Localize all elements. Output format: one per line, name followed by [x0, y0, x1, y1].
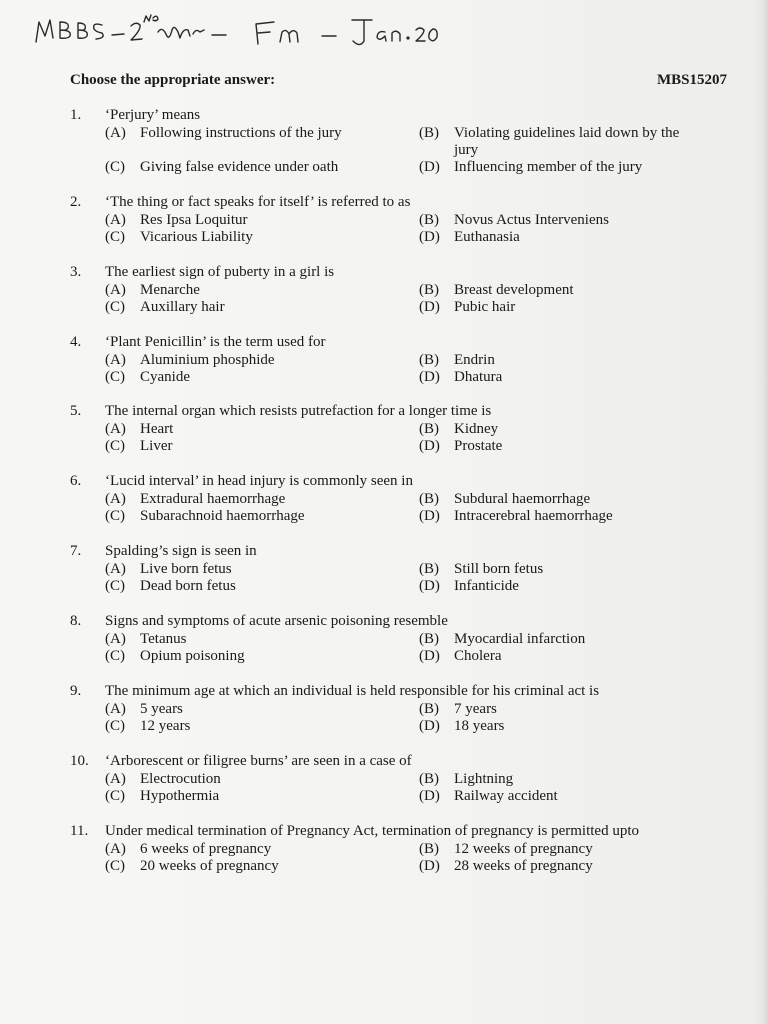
paper-header — [70, 72, 727, 92]
option-d — [419, 648, 719, 666]
question — [70, 613, 730, 683]
option-letter: (A) — [105, 560, 126, 577]
handwritten-note-drawing — [30, 8, 470, 52]
question-number: 3. — [70, 264, 82, 280]
question — [70, 194, 730, 264]
option-text: Subarachnoid haemorrhage — [140, 508, 305, 524]
option-letter: (D) — [419, 718, 440, 734]
option-letter: (B) — [419, 281, 439, 298]
option-letter: (C) — [105, 578, 125, 594]
option-letter: (B) — [419, 124, 439, 141]
option-letter: (A) — [105, 211, 126, 228]
handwritten-note — [30, 8, 470, 52]
option-letter: (A) — [105, 124, 126, 141]
option-text: Myocardial infarction — [454, 630, 586, 647]
option-d — [419, 438, 719, 456]
question — [70, 473, 730, 543]
option-text: Electrocution — [140, 770, 221, 787]
option-b — [419, 125, 719, 160]
option-letter: (D) — [419, 438, 440, 454]
option-text: Lightning — [454, 770, 514, 787]
question-stem: Signs and symptoms of acute arsenic poisoning resemble — [105, 613, 448, 629]
question-stem: ‘Arborescent or filigree burns’ are seen in a case of — [105, 753, 412, 769]
option-text: Infanticide — [454, 578, 519, 594]
option-d — [419, 578, 719, 596]
option-text: Cholera — [454, 648, 502, 664]
option-a — [105, 421, 405, 439]
option-letter: (C) — [105, 438, 125, 454]
option-text: Violating guidelines laid down by the jury — [454, 124, 680, 158]
option-d — [419, 788, 719, 806]
option-text: 28 weeks of pregnancy — [454, 858, 593, 874]
question — [70, 543, 730, 613]
option-c — [105, 369, 405, 387]
question-number: 6. — [70, 473, 82, 489]
question-stem: ‘Perjury’ means — [105, 107, 201, 123]
option-a — [105, 631, 405, 649]
option-a — [105, 125, 405, 143]
option-letter: (A) — [105, 351, 126, 368]
option-text: Menarche — [140, 281, 200, 298]
option-text: Railway accident — [454, 788, 558, 804]
question-stem: Under medical termination of Pregnancy Act, termination of pregnancy is permitted upto — [105, 823, 640, 839]
question-number: 1. — [70, 107, 82, 123]
option-a — [105, 561, 405, 579]
option-letter: (B) — [419, 560, 439, 577]
option-text: 6 weeks of pregnancy — [140, 840, 272, 857]
option-text: Liver — [140, 438, 173, 454]
option-b — [419, 771, 719, 789]
option-c — [105, 858, 405, 876]
option-text: 12 weeks of pregnancy — [454, 840, 593, 857]
question-number: 11. — [70, 823, 89, 839]
option-letter: (B) — [419, 700, 439, 717]
option-a — [105, 771, 405, 789]
question-stem: Spalding’s sign is seen in — [105, 543, 257, 559]
question-number: 10. — [70, 753, 89, 769]
option-b — [419, 282, 719, 300]
option-text: 12 years — [140, 718, 191, 734]
option-letter: (B) — [419, 351, 439, 368]
option-text: Influencing member of the jury — [454, 159, 643, 175]
option-text: 20 weeks of pregnancy — [140, 858, 279, 874]
option-letter: (A) — [105, 490, 126, 507]
option-letter: (D) — [419, 229, 440, 245]
option-letter: (A) — [105, 770, 126, 787]
option-a — [105, 491, 405, 509]
option-text: Endrin — [454, 351, 495, 368]
option-letter: (B) — [419, 840, 439, 857]
option-letter: (D) — [419, 369, 440, 385]
option-c — [105, 299, 405, 317]
option-letter: (A) — [105, 630, 126, 647]
option-letter: (C) — [105, 229, 125, 245]
option-letter: (A) — [105, 840, 126, 857]
option-a — [105, 282, 405, 300]
question-number: 8. — [70, 613, 82, 629]
option-a — [105, 212, 405, 230]
option-c — [105, 229, 405, 247]
paper-code: MBS15207 — [656, 72, 727, 88]
option-d — [419, 159, 719, 177]
option-d — [419, 369, 719, 387]
option-letter: (D) — [419, 858, 440, 874]
option-text: Live born fetus — [140, 560, 232, 577]
option-text: Intracerebral haemorrhage — [454, 508, 613, 524]
question-number: 4. — [70, 334, 82, 350]
option-c — [105, 788, 405, 806]
option-b — [419, 491, 719, 509]
option-d — [419, 299, 719, 317]
option-d — [419, 718, 719, 736]
option-a — [105, 701, 405, 719]
question — [70, 264, 730, 334]
option-text: Dead born fetus — [140, 578, 236, 594]
option-letter: (A) — [105, 420, 126, 437]
option-letter: (C) — [105, 718, 125, 734]
option-b — [419, 631, 719, 649]
option-text: Tetanus — [140, 630, 187, 647]
question — [70, 403, 730, 473]
question-stem: The minimum age at which an individual is held responsible for his criminal act is — [105, 683, 600, 699]
option-text: Aluminium phosphide — [140, 351, 275, 368]
option-b — [419, 352, 719, 370]
option-letter: (C) — [105, 299, 125, 315]
instruction-text: Choose the appropriate answer: — [70, 72, 276, 88]
option-text: Subdural haemorrhage — [454, 490, 591, 507]
option-d — [419, 858, 719, 876]
question-stem: The internal organ which resists putrefaction for a longer time is — [105, 403, 492, 419]
option-letter: (B) — [419, 630, 439, 647]
option-letter: (C) — [105, 788, 125, 804]
option-text: Prostate — [454, 438, 503, 454]
option-text: Following instructions of the jury — [140, 124, 342, 141]
option-letter: (B) — [419, 211, 439, 228]
option-text: Vicarious Liability — [140, 229, 253, 245]
option-letter: (B) — [419, 490, 439, 507]
option-b — [419, 701, 719, 719]
question — [70, 107, 730, 177]
option-letter: (C) — [105, 159, 125, 175]
question — [70, 334, 730, 404]
option-text: Hypothermia — [140, 788, 220, 804]
option-d — [419, 229, 719, 247]
option-b — [419, 212, 719, 230]
option-letter: (D) — [419, 299, 440, 315]
option-text: Auxillary hair — [140, 299, 225, 315]
option-c — [105, 508, 405, 526]
option-letter: (A) — [105, 700, 126, 717]
option-text: Dhatura — [454, 369, 503, 385]
option-text: 5 years — [140, 700, 183, 717]
option-letter: (C) — [105, 648, 125, 664]
option-letter: (D) — [419, 578, 440, 594]
option-b — [419, 841, 719, 859]
option-text: Extradural haemorrhage — [140, 490, 286, 507]
option-letter: (D) — [419, 788, 440, 804]
option-c — [105, 718, 405, 736]
option-a — [105, 841, 405, 859]
question-number: 2. — [70, 194, 82, 210]
option-text: Breast development — [454, 281, 574, 298]
option-letter: (D) — [419, 159, 440, 175]
question-stem: ‘Plant Penicillin’ is the term used for — [105, 334, 326, 350]
option-d — [419, 508, 719, 526]
question-number: 7. — [70, 543, 82, 559]
option-text: 18 years — [454, 718, 505, 734]
question — [70, 753, 730, 823]
option-letter: (C) — [105, 508, 125, 524]
option-c — [105, 578, 405, 596]
option-text: Novus Actus Interveniens — [454, 211, 609, 228]
option-text: Opium poisoning — [140, 648, 245, 664]
option-letter: (A) — [105, 281, 126, 298]
question-number: 5. — [70, 403, 82, 419]
option-letter: (D) — [419, 648, 440, 664]
option-a — [105, 352, 405, 370]
option-b — [419, 561, 719, 579]
option-text: Still born fetus — [454, 560, 544, 577]
option-letter: (D) — [419, 508, 440, 524]
option-text: 7 years — [454, 700, 497, 717]
option-text: Res Ipsa Loquitur — [140, 211, 248, 228]
option-c — [105, 438, 405, 456]
question-number: 9. — [70, 683, 82, 699]
page-edge-shadow — [754, 0, 768, 1024]
option-letter: (C) — [105, 858, 125, 874]
option-text: Euthanasia — [454, 229, 520, 245]
option-letter: (B) — [419, 420, 439, 437]
option-letter: (C) — [105, 369, 125, 385]
option-text: Giving false evidence under oath — [140, 159, 339, 175]
option-c — [105, 648, 405, 666]
question — [70, 823, 730, 893]
option-text: Kidney — [454, 420, 499, 437]
option-b — [419, 421, 719, 439]
option-c — [105, 159, 405, 177]
option-text: Cyanide — [140, 369, 190, 385]
option-text: Heart — [140, 420, 174, 437]
option-text: Pubic hair — [454, 299, 516, 315]
option-letter: (B) — [419, 770, 439, 787]
question-stem: ‘The thing or fact speaks for itself’ is referred to as — [105, 194, 411, 210]
question-stem: ‘Lucid interval’ in head injury is commonly seen in — [105, 473, 413, 489]
question — [70, 683, 730, 753]
question-stem: The earliest sign of puberty in a girl is — [105, 264, 335, 280]
